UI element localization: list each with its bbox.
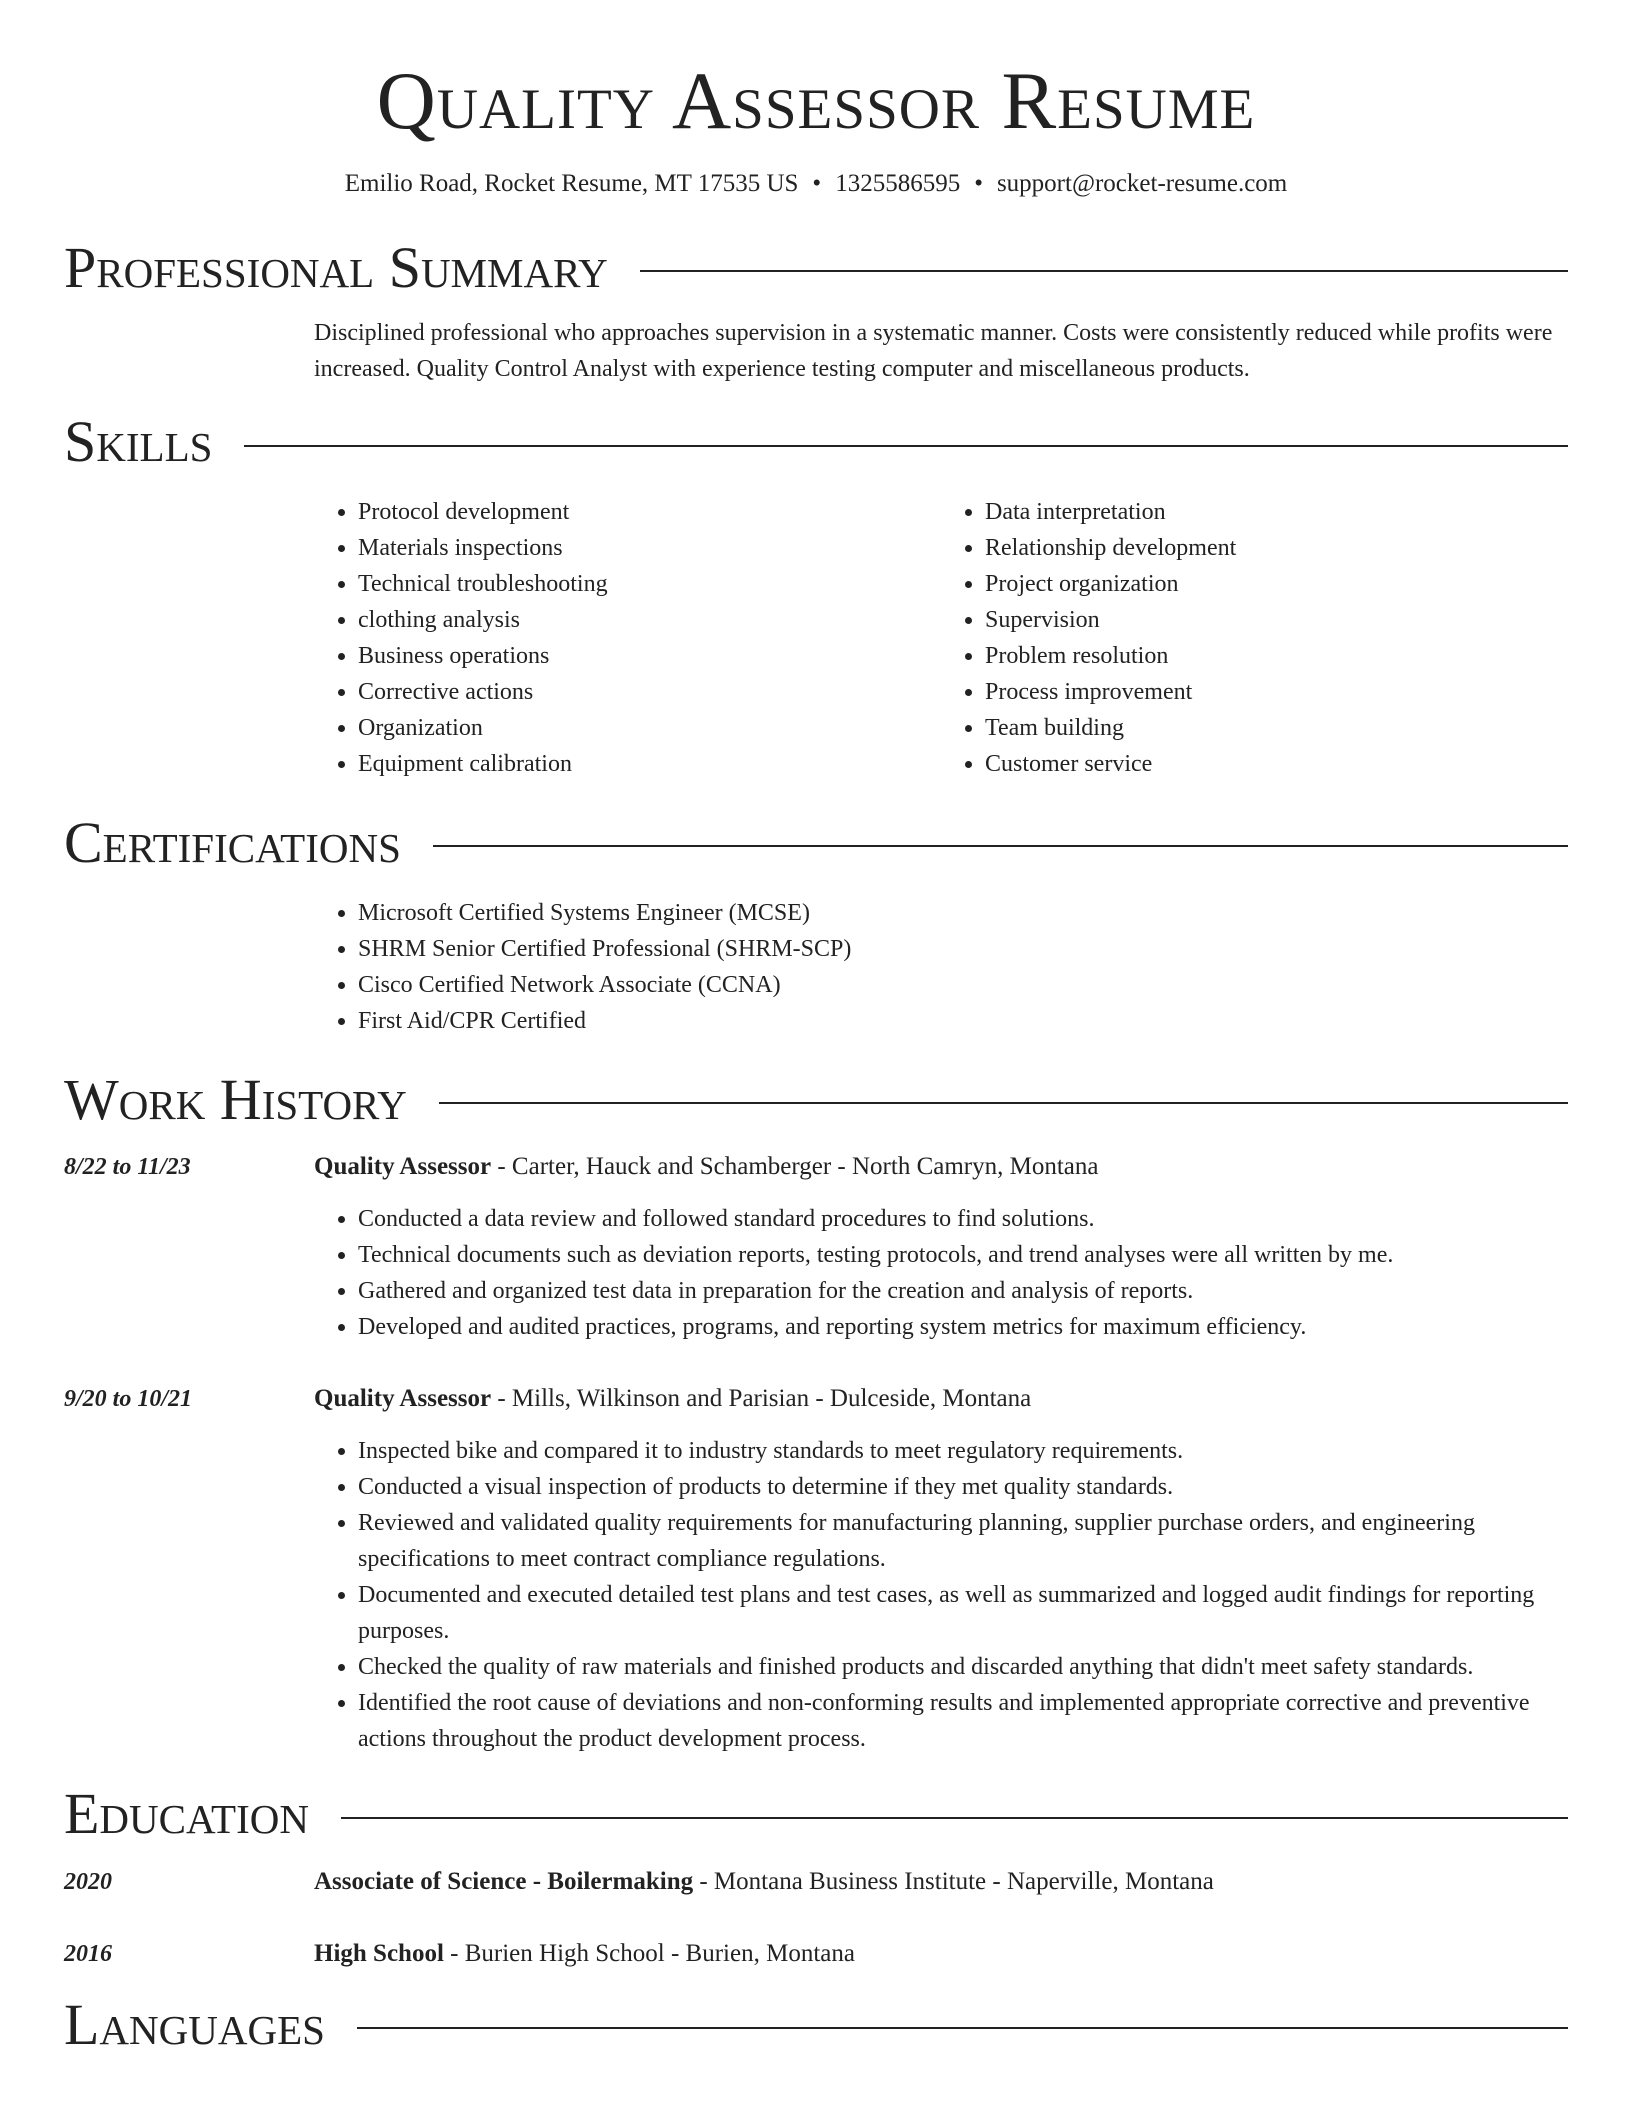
section-divider <box>640 270 1568 272</box>
section-title-languages: Languages <box>64 1992 325 2058</box>
skill-item: • Project organization <box>985 566 1568 602</box>
skill-item: • Technical troubleshooting <box>358 566 941 602</box>
certifications-block <box>314 895 1568 1039</box>
certification-item: • Cisco Certified Network Associate (CCNA) <box>358 967 1568 1003</box>
summary-text: Disciplined professional who approaches supervision in a systematic manner. Costs were consistently reduced while profits were increased. Quality Control Analyst with experience testing computer and miscellaneous products. <box>314 320 1553 383</box>
skill-item: • Problem resolution <box>985 638 1568 674</box>
degree: Associate of Science - Boilermaking <box>314 1868 694 1896</box>
section-header-skills <box>64 409 1568 476</box>
work-bullet: • Technical documents such as deviation reports, testing protocols, and trend analyses were all written by me. <box>358 1237 1568 1273</box>
education-year: 2020 <box>64 1869 112 1896</box>
section-header-summary <box>64 235 1568 302</box>
section-divider <box>341 1817 1568 1819</box>
skill-item: • Organization <box>358 710 941 746</box>
education-entry <box>64 1936 1568 1972</box>
skill-item: • Data interpretation <box>985 494 1568 530</box>
skill-item: • Supervision <box>985 602 1568 638</box>
contact-phone: 1325586595 <box>835 170 961 198</box>
employer-info: - Carter, Hauck and Schamberger - North Camryn, Montana <box>491 1153 1099 1181</box>
work-bullet: • Reviewed and validated quality requirements for manufacturing planning, supplier purchase orders, and engineering specifications to meet contract compliance regulations. <box>358 1505 1568 1577</box>
resume-title: Quality Assessor Resume <box>376 55 1256 146</box>
skill-item: • Process improvement <box>985 674 1568 710</box>
work-bullet: • Developed and audited practices, programs, and reporting system metrics for maximum efficiency. <box>358 1309 1568 1345</box>
summary-block <box>314 315 1568 387</box>
work-title-line <box>314 1381 1568 1417</box>
degree: High School <box>314 1940 444 1968</box>
education-details <box>314 1936 855 1972</box>
section-title-education: Education <box>64 1781 309 1847</box>
section-title-work-history: Work History <box>64 1066 407 1132</box>
section-header-education <box>64 1781 1568 1848</box>
work-bullet: • Documented and executed detailed test plans and test cases, as well as summarized and logged audit findings for reporting purposes. <box>358 1577 1568 1649</box>
work-bullet: • Conducted a data review and followed standard procedures to find solutions. <box>358 1201 1568 1237</box>
skills-block <box>314 494 1568 782</box>
section-title-certifications: Certifications <box>64 810 401 876</box>
contact-address: Emilio Road, Rocket Resume, MT 17535 US <box>344 170 799 198</box>
school-info: - Burien High School - Burien, Montana <box>443 1940 855 1968</box>
work-entry <box>64 1149 1568 1345</box>
work-bullet: • Identified the root cause of deviations and non-conforming results and implemented appropriate corrective and preventive actions throughout the product development process. <box>358 1685 1568 1757</box>
work-bullet: • Gathered and organized test data in preparation for the creation and analysis of reports. <box>358 1273 1568 1309</box>
school-info: - Montana Business Institute - Naperville, Montana <box>693 1868 1214 1896</box>
employer-info: - Mills, Wilkinson and Parisian - Dulceside, Montana <box>491 1385 1032 1413</box>
skill-item: • Materials inspections <box>358 530 941 566</box>
certification-item: • SHRM Senior Certified Professional (SHRM-SCP) <box>358 931 1568 967</box>
certification-item: • First Aid/CPR Certified <box>358 1003 1568 1039</box>
contact-separator: • <box>812 170 822 198</box>
work-details <box>314 1149 1568 1345</box>
certification-item: • Microsoft Certified Systems Engineer (MCSE) <box>358 895 1568 931</box>
section-header-certifications <box>64 810 1568 877</box>
section-title-skills: Skills <box>64 409 213 475</box>
skill-item: • Customer service <box>985 746 1568 782</box>
skills-list-left <box>314 494 941 782</box>
skill-item: • clothing analysis <box>358 602 941 638</box>
certifications-list <box>314 895 1568 1039</box>
work-bullets <box>314 1201 1568 1345</box>
skill-item: • Business operations <box>358 638 941 674</box>
work-bullets <box>314 1433 1568 1757</box>
work-entry <box>64 1381 1568 1757</box>
work-dates: 9/20 to 10/21 <box>64 1386 193 1413</box>
education-year: 2016 <box>64 1941 112 1968</box>
contact-email: support@rocket-resume.com <box>996 170 1288 198</box>
contact-line <box>64 168 1568 201</box>
skill-item: • Relationship development <box>985 530 1568 566</box>
work-details <box>314 1381 1568 1757</box>
skill-item: • Equipment calibration <box>358 746 941 782</box>
skill-item: • Team building <box>985 710 1568 746</box>
section-divider <box>433 845 1568 847</box>
section-header-work-history <box>64 1067 1568 1134</box>
contact-separator: • <box>974 170 983 198</box>
section-divider <box>244 445 1568 447</box>
education-entry <box>64 1864 1568 1900</box>
work-bullet: • Conducted a visual inspection of products to determine if they met quality standards. <box>358 1469 1568 1505</box>
skills-list-right <box>941 494 1568 782</box>
section-divider <box>439 1102 1568 1104</box>
work-dates: 8/22 to 11/23 <box>64 1154 191 1181</box>
education-details <box>314 1864 1214 1900</box>
section-header-languages <box>64 1992 1568 2059</box>
section-title-summary: Professional Summary <box>64 234 608 300</box>
work-bullet: • Inspected bike and compared it to industry standards to meet regulatory requirements. <box>358 1433 1568 1469</box>
job-title: Quality Assessor <box>314 1153 492 1181</box>
work-bullet: • Checked the quality of raw materials and finished products and discarded anything that didn't meet safety standards. <box>358 1649 1568 1685</box>
skill-item: • Corrective actions <box>358 674 941 710</box>
work-title-line <box>314 1149 1568 1185</box>
section-divider <box>357 2027 1568 2029</box>
job-title: Quality Assessor <box>314 1385 492 1413</box>
skill-item: • Protocol development <box>358 494 941 530</box>
